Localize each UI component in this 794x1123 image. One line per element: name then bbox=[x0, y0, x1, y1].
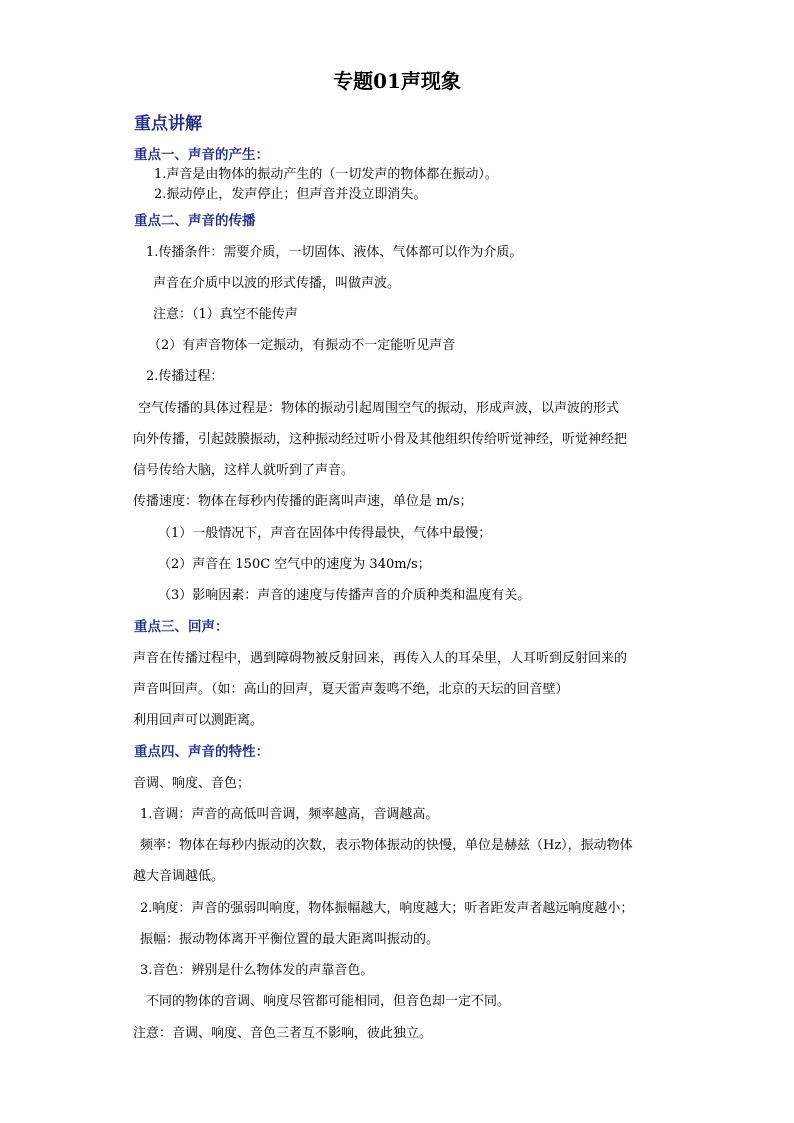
point-4-line-5: 2.响度：声音的强弱叫响度，物体振幅越大，响度越大；听者距发声者越远响度越小； bbox=[140, 901, 634, 916]
heading-point-1: 重点一、声音的产生： bbox=[134, 147, 269, 163]
point-4-line-4: 越大音调越低。 bbox=[133, 869, 225, 884]
heading-point-4: 重点四、声音的特性： bbox=[134, 744, 269, 760]
point-2-line-2: 声音在介质中以波的形式传播，叫做声波。 bbox=[153, 276, 401, 291]
point-4-line-6: 振幅：振动物体离开平衡位置的最大距离叫振动的。 bbox=[140, 932, 440, 947]
point-2-line-6: 空气传播的具体过程是：物体的振动引起周围空气的振动，形成声波，以声波的形式 bbox=[138, 401, 620, 416]
point-4-line-7: 3.音色：辨别是什么物体发的声靠音色。 bbox=[140, 963, 374, 978]
point-4-line-9: 注意：音调、响度、音色三者互不影响，彼此独立。 bbox=[133, 1026, 433, 1041]
point-3-line-1: 声音在传播过程中，遇到障碍物被反射回来，再传入人的耳朵里，人耳听到反射回来的 bbox=[133, 651, 628, 666]
point-3-line-3: 利用回声可以测距离。 bbox=[133, 713, 264, 728]
point-2-line-11: （2）声音在 150C 空气中的速度为 340m/s； bbox=[158, 557, 431, 572]
page-title: 专题01声现象 bbox=[333, 69, 461, 93]
point-2-line-4: （2）有声音物体一定振动，有振动不一定能听见声音 bbox=[148, 338, 456, 353]
point-2-line-10: （1）一般情况下，声音在固体中传得最快，气体中最慢； bbox=[158, 526, 492, 541]
point-3-line-2: 声音叫回声。（如：高山的回声，夏天雷声轰鸣不绝，北京的天坛的回音壁） bbox=[133, 682, 569, 697]
point-1-item-2: 2.振动停止，发声停止；但声音并没立即消失。 bbox=[154, 187, 427, 202]
point-4-line-3: 频率：物体在每秒内振动的次数，表示物体振动的快慢，单位是赫兹（Hz），振动物体 bbox=[140, 838, 633, 853]
point-4-line-8: 不同的物体的音调、响度尽管都可能相同，但音色却一定不同。 bbox=[146, 994, 511, 1009]
point-1-item-1: 1.声音是由物体的振动产生的（一切发声的物体都在振动）。 bbox=[154, 167, 498, 182]
point-2-line-9: 传播速度：物体在每秒内传播的距离叫声速，单位是 m/s； bbox=[133, 494, 473, 509]
heading-point-3: 重点三、回声： bbox=[134, 619, 229, 635]
point-4-line-1: 音调、响度、音色； bbox=[133, 776, 251, 791]
point-2-line-5: 2.传播过程： bbox=[146, 369, 224, 384]
point-2-line-1: 1.传播条件：需要介质，一切固体、液体、气体都可以作为介质。 bbox=[146, 245, 523, 260]
section-title: 重点讲解 bbox=[134, 114, 202, 134]
point-2-line-12: （3）影响因素：声音的速度与传播声音的介质种类和温度有关。 bbox=[158, 588, 531, 603]
heading-point-2: 重点二、声音的传播 bbox=[134, 213, 256, 229]
point-4-line-2: 1.音调：声音的高低叫音调，频率越高，音调越高。 bbox=[140, 807, 439, 822]
point-2-line-8: 信号传给大脑，这样人就听到了声音。 bbox=[133, 463, 355, 478]
point-2-line-3: 注意：（1）真空不能传声 bbox=[153, 307, 298, 322]
point-2-line-7: 向外传播，引起鼓膜振动，这种振动经过听小骨及其他组织传给听觉神经，听觉神经把 bbox=[133, 432, 628, 447]
